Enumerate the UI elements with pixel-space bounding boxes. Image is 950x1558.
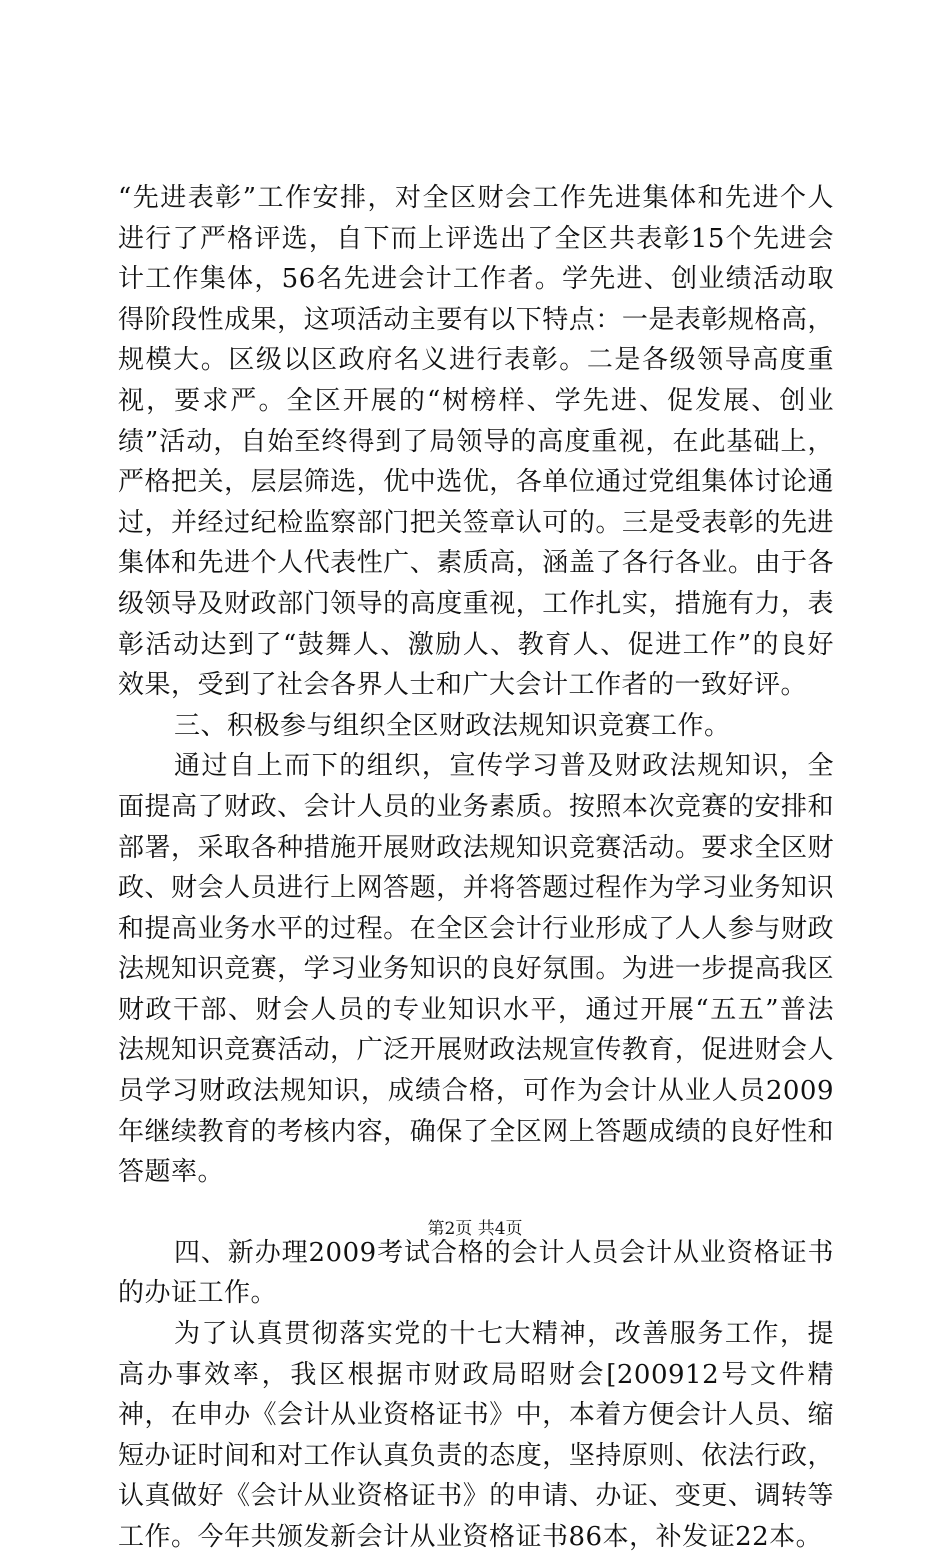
page-number-footer: 第2页 共4页 — [427, 1219, 523, 1239]
paragraph-certificates: 为了认真贯彻落实党的十七大精神，改善服务工作，提高办事效率，我区根据市财政局昭财会[200912号文件精神，在申办《会计从业资格证书》中，本着方便会计人员、缩短办证时间和对工作认真负责的态度，坚持原则、依法行政，认真做好《会计从业资格证书》的申请、办证、变更、调转等工作。今年共颁发新会计从业资格证书86本，补发证22本。 — [118, 1319, 834, 1552]
section-heading-4: 四、新办理2009考试合格的会计人员会计从业资格证书的办证工作。 — [118, 1237, 834, 1309]
document-body — [118, 178, 834, 1558]
paragraph-competition: 通过自上而下的组织，宣传学习普及财政法规知识，全面提高了财政、会计人员的业务素质。按照本次竞赛的安排和部署，采取各种措施开展财政法规知识竞赛活动。要求全区财政、财会人员进行上网答题，并将答题过程作为学习业务知识和提高业务水平的过程。在全区会计行业形成了人人参与财政法规知识竞赛，学习业务知识的良好氛围。为进一步提高我区财政干部、财会人员的专业知识水平，通过开展“五五”普法法规知识竞赛活动，广泛开展财政法规宣传教育，促进财会人员学习财政法规知识，成绩合格，可作为会计从业人员2009年继续教育的考核内容，确保了全区网上答题成绩的良好性和答题率。 — [118, 751, 834, 1188]
section-heading-3: 三、积极参与组织全区财政法规知识竞赛工作。 — [174, 710, 731, 741]
paragraph-commendation: “先进表彰”工作安排，对全区财会工作先进集体和先进个人进行了严格评选，自下而上评选出了全区共表彰15个先进会计工作集体，56名先进会计工作者。学先进、创业绩活动取得阶段性成果，这项活动主要有以下特点：一是表彰规格高，规模大。区级以区政府名义进行表彰。二是各级领导高度重视，要求严。全区开展的“树榜样、学先进、促发展、创业绩”活动，自始至终得到了局领导的高度重视，在此基础上，严格把关，层层筛选，优中选优，各单位通过党组集体讨论通过，并经过纪检监察部门把关签章认可的。三是受表彰的先进集体和先进个人代表性广、素质高，涵盖了各行各业。由于各级领导及财政部门领导的高度重视，工作扎实，措施有力，表彰活动达到了“鼓舞人、激励人、教育人、促进工作”的良好效果，受到了社会各界人士和广大会计工作者的一致好评。 — [118, 183, 834, 701]
